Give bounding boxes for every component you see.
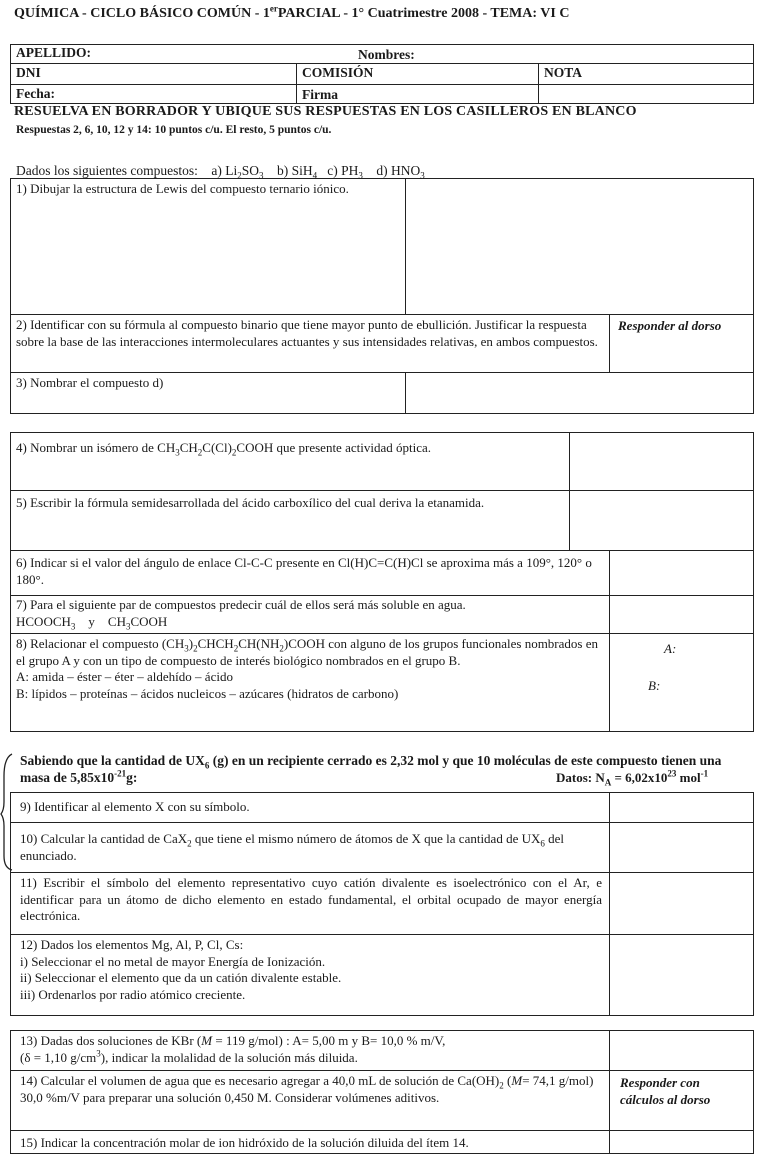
answer-box-11[interactable] [611,873,753,933]
datos-label: Datos: $N_A = 6,02x10^{23}$ mol$^{-1}$ [556,768,709,788]
question-12: 12) Dados los elementos Mg, Al, P, Cl, Cs: i) Seleccionar el no metal de mayor Energía de Ionización. ii) Seleccionar el elemento que da un catión divalente estable. iii) Ordenarlos por radio atómico creciente. [20,937,342,1002]
answer-note-2: Responder al dorso [618,318,722,333]
page-title: QUÍMICA - CICLO BÁSICO COMÚN - 1erPARCIAL - 1° Cuatrimestre 2008 - TEMA: VI C [14,3,570,21]
answer-box-10[interactable] [611,823,753,871]
answer-box-1[interactable] [406,179,752,313]
fecha-label: Fecha: [16,86,55,101]
answer-box-9[interactable] [611,793,753,821]
section2-intro: Sabiendo que la cantidad de $UX_6$ (g) en un recipiente cerrado es 2,32 mol y que 10 moléculas de este compuesto tienen una masa de $5,85x10^{-21}g$: [20,753,722,786]
question-4: 4) Nombrar un isómero de $CH_3CH_2C(Cl)_2COOH$ que presente actividad óptica. [16,440,431,458]
answer-box-12[interactable] [611,935,753,1015]
question-9: 9) Identificar al elemento X con su símbolo. [20,799,250,814]
answer-box-4[interactable] [571,433,753,489]
dni-label: DNI [16,65,41,80]
question-2: 2) Identificar con su fórmula al compuesto binario que tiene mayor punto de ebullición. Justificar la respuesta sobre la base de las interacciones intermoleculares actuantes y sus intensidades relativas, en ambos compuestos. [16,317,598,349]
nota-label: NOTA [544,65,583,80]
apellido-label: APELLIDO: [16,45,92,60]
answer-box-7[interactable] [611,596,753,632]
question-10: 10) Calcular la cantidad de CaX$_2$ que tiene el mismo número de átomos de X que la cantidad de $UX_6$ del enunciado. [20,831,565,863]
instructions: RESUELVA EN BORRADOR Y UBIQUE SUS RESPUESTAS EN LOS CASILLEROS EN BLANCO [14,104,637,119]
question-5: 5) Escribir la fórmula semidesarrollada del ácido carboxílico del cual deriva la etanamida. [16,495,485,510]
firma-label: Firma [302,87,338,102]
question-7: 7) Para el siguiente par de compuestos predecir cuál de ellos será más soluble en agua. $HCOOCH_3$ y $CH_3COOH$ [16,597,466,632]
answer-box-3[interactable] [406,373,752,413]
question-6: 6) Indicar si el valor del ángulo de enlace Cl-C-C presente en Cl(H)C=C(H)Cl se aproxima más a 109°, 120° o 180°. [16,555,592,587]
question-8: 8) Relacionar el compuesto $(CH_3)_2CHCH_2CH(NH_2)COOH$ con alguno de los grupos funcionales nombrados en el grupo A y con un tipo de compuesto de interés biológico nombrados en el grupo B. A: amida – éster – éter – aldehído – ácido B: lípidos – proteínas – ácidos nucleicos – azúcares (hidratos de carbono) [16,636,598,701]
answer-note-14: Responder con cálculos al dorso [620,1075,711,1107]
question-13: 13) Dadas dos soluciones de KBr (M = 119 g/mol) : A= 5,00 m y B= 10,0 % m/V, (δ = 1,10 $g/cm^3$), indicar la molalidad de la solución más diluida. [20,1033,446,1065]
section1-intro: Dados los siguientes compuestos: a) $Li_2SO_3$ b) SiH$_4$ c) $PH_3$ d) $HNO_3$ [16,163,425,181]
question-11: 11) Escribir el símbolo del elemento representativo cuyo catión divalente es isoelectrónico con el Ar, e identificar para un átomo de dicho elemento en estado fundamental, el orbital ocupado de mayor energía electrónica. [20,875,602,924]
answer-8a-label: A: [664,641,677,656]
answer-box-5[interactable] [571,491,753,549]
question-1: 1) Dibujar la estructura de Lewis del compuesto ternario iónico. [16,181,349,196]
answer-box-15[interactable] [611,1131,753,1153]
question-3: 3) Nombrar el compuesto d) [16,375,164,390]
answer-8b-label: B: [648,678,661,693]
answer-box-13[interactable] [611,1031,753,1069]
answer-box-6[interactable] [611,551,753,594]
question-15: 15) Indicar la concentración molar de ion hidróxido de la solución diluida del ítem 14. [20,1135,469,1150]
comision-label: COMISIÓN [302,65,374,80]
points-info: Respuestas 2, 6, 10, 12 y 14: 10 puntos c/u. El resto, 5 puntos c/u. [16,124,332,136]
nombres-label: Nombres: [358,47,415,62]
question-14: 14) Calcular el volumen de agua que es necesario agregar a 40,0 mL de solución de $Ca(OH)_2$ (M= 74,1 g/mol) 30,0 %m/V para preparar una solución 0,450 M. Considerar volúmenes aditivos. [20,1073,594,1105]
